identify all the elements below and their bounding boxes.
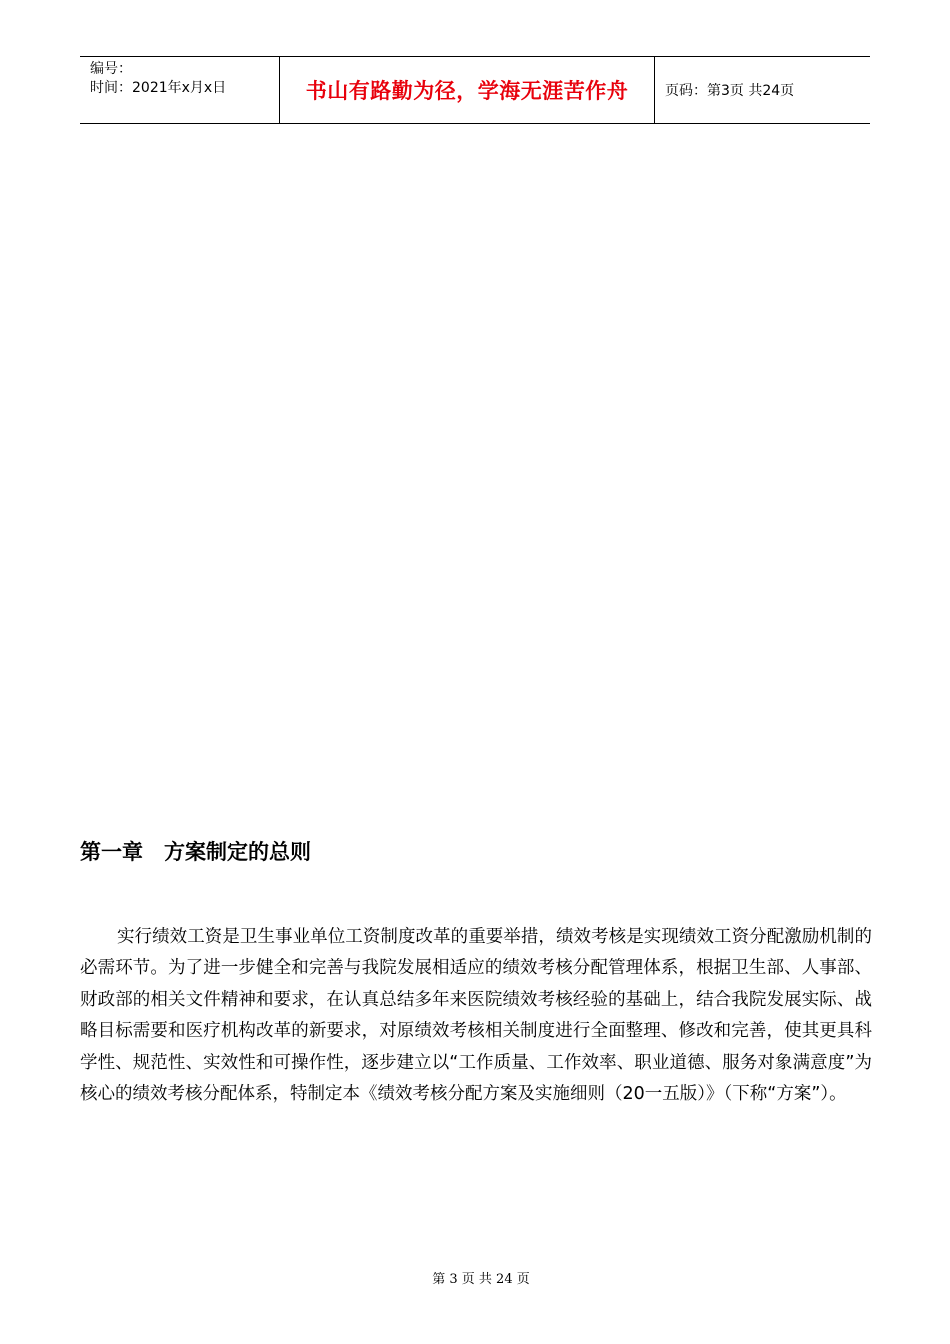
page-footer: 第 3 页 共 24 页	[432, 1272, 530, 1287]
document-time-label: 时间：2021年x月x日	[90, 80, 227, 96]
chapter-title: 第一章 方案制定的总则	[80, 840, 311, 864]
page-header	[80, 56, 870, 124]
document-number-label: 编号：	[90, 61, 132, 77]
header-meta-cell	[80, 57, 280, 123]
header-page-info: 页码：第3页 共24页	[665, 83, 795, 99]
header-motto: 书山有路勤为径，学海无涯苦作舟	[280, 57, 655, 123]
body-paragraph: 实行绩效工资是卫生事业单位工资制度改革的重要举措，绩效考核是实现绩效工资分配激励机制的必需环节。为了进一步健全和完善与我院发展相适应的绩效考核分配管理体系，根据卫生部、人事部、财政部的相关文件精神和要求，在认真总结多年来医院绩效考核经验的基础上，结合我院发展实际、战略目标需要和医疗机构改革的新要求，对原绩效考核相关制度进行全面整理、修改和完善，使其更具科学性、规范性、实效性和可操作性，逐步建立以“工作质量、工作效率、职业道德、服务对象满意度”为核心的绩效考核分配体系，特制定本《绩效考核分配方案及实施细则（20一五版）》（下称“方案”）。	[80, 927, 872, 1105]
